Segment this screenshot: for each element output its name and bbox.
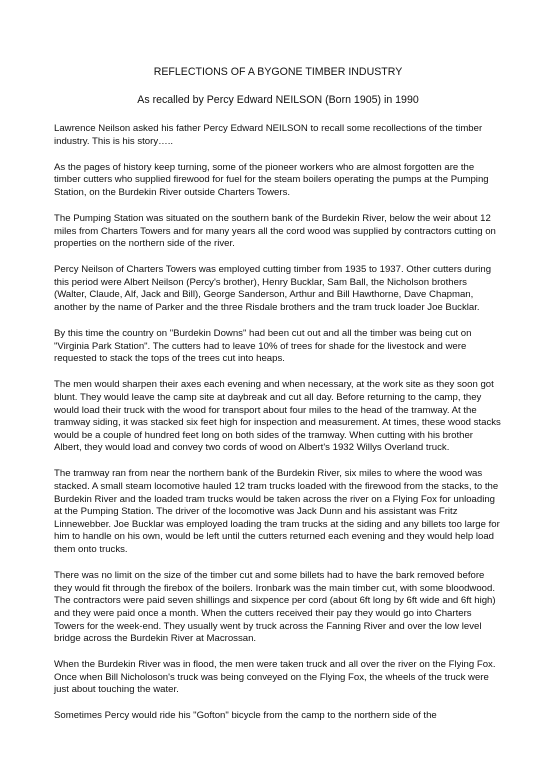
paragraph-bicycle: Sometimes Percy would ride his "Gofton" bicycle from the camp to the northern side of the (54, 710, 437, 722)
paragraph-virginia-park: By this time the country on "Burdekin Downs" had been cut out and all the timber was being cut on "Virginia Park Station". The cutters had to leave 10% of trees for shade for the livestock and were requested to stack the tops of the trees cut into heaps. (54, 328, 472, 365)
paragraph-timber-size: There was no limit on the size of the timber cut and some billets had to have the bark removed before they would fit through the firebox of the boilers. Ironbark was the main timber cut, with some bloodwood. The contractors were paid seven shillings and sixpence per cord (about 6ft long by 6ft wide and 6ft high) and they were paid once a month. When the cutters received their pay they would go into Charters Towers for the week-end. They usually went by truck across the Fanning River and over the low level bridge across the Burdekin River at Macrossan. (54, 570, 496, 645)
document-title: REFLECTIONS OF A BYGONE TIMBER INDUSTRY (153, 66, 403, 78)
paragraph-tramway: The tramway ran from near the northern bank of the Burdekin River, six miles to where the wood was stacked. A small steam locomotive hauled 12 tram trucks loaded with the firewood from the stacks, to the Burdekin River and the loaded tram trucks would be taken across the river on a Flying Fox for unloading at the Pumping Station. The driver of the locomotive was Jack Dunn and his assistant was Fritz Linnewebber. Joe Bucklar was employed loading the tram trucks at the siding and any billets too large for him to handle on his own, would be left until the cutters returned each evening and they would help load them onto trucks. (54, 468, 500, 556)
paragraph-cutters: Percy Neilson of Charters Towers was employed cutting timber from 1935 to 1937. Other cutters during this period were Albert Neilson (Percy's brother), Henry Bucklar, Sam Ball, the Nicholson brothers (Walter, Claude, Alf, Jack and Bill), George Sanderson, Arthur and Bill Hawthorne, Dave Chapman, another by the name of Parker and the three Risdale brothers and the tram truck loader Joe Bucklar. (54, 264, 492, 314)
paragraph-pioneer-workers: As the pages of history keep turning, some of the pioneer workers who are almost forgotten are the timber cutters who supplied firewood for fuel for the steam boilers operating the pumps at the Pumping Station, on the Burdekin River outside Charters Towers. (54, 161, 489, 198)
paragraph-intro: Lawrence Neilson asked his father Percy Edward NEILSON to recall some recollections of the timber industry. This is his story….. (54, 123, 483, 147)
document-subtitle: As recalled by Percy Edward NEILSON (Born 1905) in 1990 (137, 94, 419, 106)
paragraph-daily-work: The men would sharpen their axes each evening and when necessary, at the work site as they soon got blunt. They would leave the camp site at daybreak and cut all day. Before returning to the camp, they would load their truck with the wood for transport about four miles to the head of the tramway. At the tramway siding, it was stacked six feet high for inspection and measurement. At times, these wood stacks would be a couple of hundred feet long on both sides of the tramway. When cutting with his brother Albert, they would load and convey two cords of wood on Albert's 1932 Willys Overland truck. (54, 379, 501, 454)
paragraph-flood: When the Burdekin River was in flood, the men were taken truck and all over the river on the Flying Fox. Once when Bill Nicholoson's truck was being conveyed on the Flying Fox, the wheels of the truck were just about touching the water. (54, 659, 496, 696)
paragraph-pumping-station: The Pumping Station was situated on the southern bank of the Burdekin River, below the weir about 12 miles from Charters Towers and for many years all the cord wood was supplied by contractors cutting on properties on the northern side of the river. (54, 212, 496, 250)
